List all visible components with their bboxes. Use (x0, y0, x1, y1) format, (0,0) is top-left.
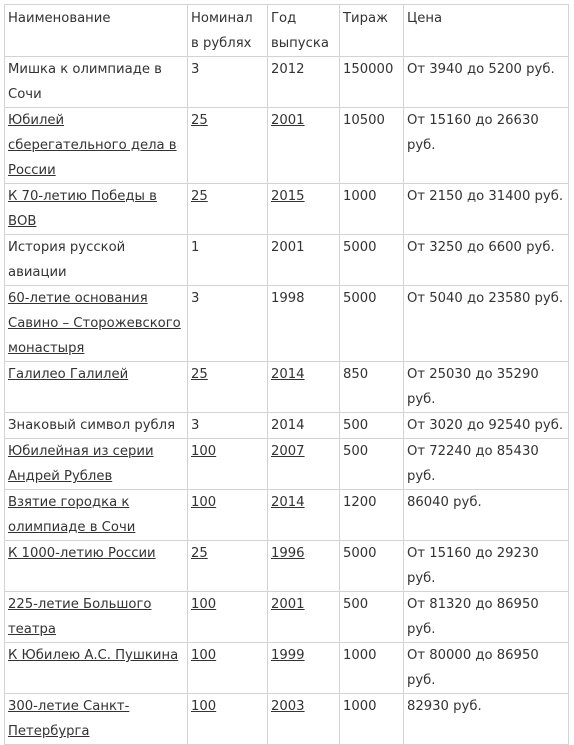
price-text: От 25030 до 35290 руб. (407, 367, 539, 407)
cell-year (268, 643, 340, 694)
tirazh-text: 5000 (343, 546, 377, 561)
year-link[interactable]: 2001 (271, 597, 305, 612)
year-text: 2014 (271, 418, 305, 433)
tirazh-text: 1000 (343, 699, 377, 714)
price-text: От 5040 до 23580 руб. (407, 291, 564, 306)
nominal-link[interactable]: 25 (191, 546, 208, 561)
nominal-link[interactable]: 100 (191, 597, 217, 612)
table-header-row (5, 5, 569, 57)
cell-price (404, 57, 569, 108)
name-link[interactable]: 225-летие Большого театра (8, 597, 152, 637)
cell-name (5, 108, 188, 184)
header-name: Наименование (5, 5, 188, 57)
cell-price (404, 286, 569, 362)
cell-nominal (188, 108, 268, 184)
name-link[interactable]: К Юбилею А.С. Пушкина (8, 648, 179, 663)
cell-tirazh (340, 108, 404, 184)
year-link[interactable]: 2001 (271, 113, 305, 128)
nominal-text: 1 (191, 240, 200, 255)
tirazh-text: 1000 (343, 648, 377, 663)
price-text: От 15160 до 26630 руб. (407, 113, 539, 153)
price-text: От 15160 до 29230 руб. (407, 546, 539, 586)
cell-nominal (188, 643, 268, 694)
cell-price (404, 439, 569, 490)
cell-price (404, 235, 569, 286)
year-link[interactable]: 2007 (271, 444, 305, 459)
nominal-link[interactable]: 25 (191, 189, 208, 204)
cell-tirazh (340, 235, 404, 286)
cell-price (404, 592, 569, 643)
year-text: 2012 (271, 62, 305, 77)
cell-nominal (188, 286, 268, 362)
tirazh-text: 850 (343, 367, 369, 382)
cell-tirazh (340, 541, 404, 592)
cell-price (404, 362, 569, 413)
table-row (5, 592, 569, 643)
cell-year (268, 541, 340, 592)
cell-tirazh (340, 592, 404, 643)
cell-tirazh (340, 286, 404, 362)
price-text: 86040 руб. (407, 495, 482, 510)
price-text: От 80000 до 86950 руб. (407, 648, 539, 688)
name-link[interactable]: Взятие городка к олимпиаде в Сочи (8, 495, 136, 535)
header-nominal: Номинал в рублях (188, 5, 268, 57)
tirazh-text: 150000 (343, 62, 394, 77)
cell-tirazh (340, 643, 404, 694)
cell-year (268, 362, 340, 413)
tirazh-text: 5000 (343, 291, 377, 306)
cell-tirazh (340, 184, 404, 235)
cell-nominal (188, 235, 268, 286)
name-link[interactable]: К 1000-летию России (8, 546, 156, 561)
cell-price (404, 643, 569, 694)
table-row (5, 643, 569, 694)
cell-tirazh (340, 362, 404, 413)
cell-name (5, 57, 188, 108)
table-row (5, 541, 569, 592)
cell-nominal (188, 362, 268, 413)
cell-year (268, 57, 340, 108)
price-text: От 3940 до 5200 руб. (407, 62, 555, 77)
cell-nominal (188, 592, 268, 643)
cell-tirazh (340, 439, 404, 490)
tirazh-text: 5000 (343, 240, 377, 255)
cell-name (5, 362, 188, 413)
cell-tirazh (340, 57, 404, 108)
nominal-link[interactable]: 100 (191, 444, 217, 459)
cell-nominal (188, 490, 268, 541)
price-text: От 3250 до 6600 руб. (407, 240, 555, 255)
nominal-link[interactable]: 25 (191, 113, 208, 128)
table-row (5, 490, 569, 541)
cell-tirazh (340, 413, 404, 439)
year-link[interactable]: 2003 (271, 699, 305, 714)
table-row (5, 108, 569, 184)
name-text: История русской авиации (8, 240, 126, 280)
name-link[interactable]: Юбилей сберегательного дела в России (8, 113, 177, 178)
nominal-text: 3 (191, 291, 200, 306)
tirazh-text: 1200 (343, 495, 377, 510)
cell-price (404, 184, 569, 235)
cell-nominal (188, 439, 268, 490)
year-link[interactable]: 2015 (271, 189, 305, 204)
tirazh-text: 500 (343, 597, 369, 612)
table-row (5, 184, 569, 235)
table-row (5, 413, 569, 439)
cell-year (268, 694, 340, 745)
cell-year (268, 108, 340, 184)
cell-nominal (188, 541, 268, 592)
tirazh-text: 10500 (343, 113, 385, 128)
price-text: От 3020 до 92540 руб. (407, 418, 564, 433)
table-row (5, 286, 569, 362)
cell-year (268, 490, 340, 541)
header-year: Год выпуска (268, 5, 340, 57)
cell-nominal (188, 694, 268, 745)
cell-name (5, 286, 188, 362)
nominal-link[interactable]: 100 (191, 699, 217, 714)
cell-tirazh (340, 694, 404, 745)
cell-name (5, 694, 188, 745)
cell-nominal (188, 184, 268, 235)
year-link[interactable]: 2014 (271, 367, 305, 382)
cell-name (5, 490, 188, 541)
year-text: 2001 (271, 240, 305, 255)
cell-nominal (188, 413, 268, 439)
nominal-link[interactable]: 100 (191, 495, 217, 510)
table-row (5, 694, 569, 745)
cell-name (5, 413, 188, 439)
cell-year (268, 439, 340, 490)
price-text: От 72240 до 85430 руб. (407, 444, 539, 484)
header-tirazh: Тираж (340, 5, 404, 57)
table-row (5, 362, 569, 413)
name-link[interactable]: 60-летие основания Савино – Сторожевского монастыря (8, 291, 181, 356)
year-text: 1998 (271, 291, 305, 306)
nominal-link[interactable]: 25 (191, 367, 208, 382)
year-link[interactable]: 1999 (271, 648, 305, 663)
cell-year (268, 184, 340, 235)
header-price: Цена (404, 5, 569, 57)
name-link[interactable]: Галилео Галилей (8, 367, 129, 382)
cell-tirazh (340, 490, 404, 541)
table-row (5, 439, 569, 490)
cell-name (5, 592, 188, 643)
cell-price (404, 694, 569, 745)
cell-nominal (188, 57, 268, 108)
tirazh-text: 500 (343, 444, 369, 459)
year-link[interactable]: 2014 (271, 495, 305, 510)
price-text: От 81320 до 86950 руб. (407, 597, 539, 637)
nominal-link[interactable]: 100 (191, 648, 217, 663)
cell-name (5, 184, 188, 235)
table-row (5, 235, 569, 286)
name-link[interactable]: 300-летие Санкт-Петербурга (8, 699, 130, 739)
cell-year (268, 413, 340, 439)
nominal-text: 3 (191, 62, 200, 77)
name-text: Мишка к олимпиаде в Сочи (8, 62, 162, 102)
name-link[interactable]: Юбилейная из серии Андрей Рублев (8, 444, 154, 484)
cell-name (5, 643, 188, 694)
price-text: 82930 руб. (407, 699, 482, 714)
table-row (5, 57, 569, 108)
tirazh-text: 1000 (343, 189, 377, 204)
cell-price (404, 490, 569, 541)
nominal-text: 3 (191, 418, 200, 433)
cell-price (404, 108, 569, 184)
name-link[interactable]: К 70-летию Победы в ВОВ (8, 189, 157, 229)
cell-year (268, 592, 340, 643)
cell-year (268, 286, 340, 362)
tirazh-text: 500 (343, 418, 369, 433)
name-text: Знаковый символ рубля (8, 418, 176, 433)
cell-price (404, 541, 569, 592)
cell-name (5, 439, 188, 490)
cell-name (5, 541, 188, 592)
coins-table (4, 4, 569, 745)
cell-price (404, 413, 569, 439)
cell-name (5, 235, 188, 286)
cell-year (268, 235, 340, 286)
price-text: От 2150 до 31400 руб. (407, 189, 564, 204)
year-link[interactable]: 1996 (271, 546, 305, 561)
